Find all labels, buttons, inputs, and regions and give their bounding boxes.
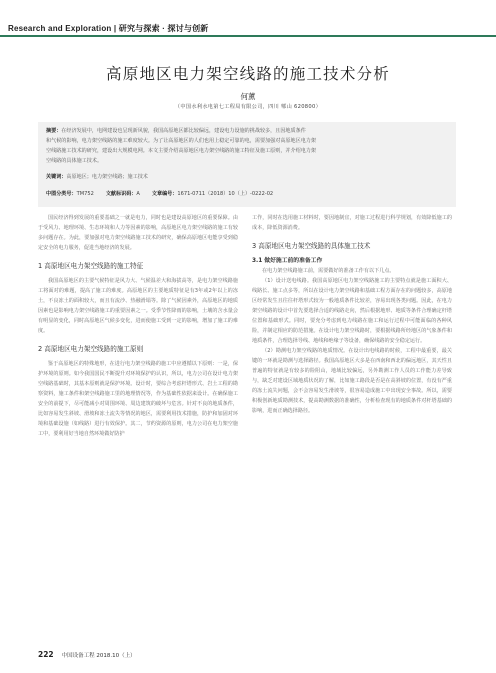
abstract-line: 和气候的影响，电力架空线路的施工难度较大。为了让高原地区的人们也用上稳定可靠的电，需要加强对高原地区电力架 bbox=[46, 138, 316, 144]
abstract-line: 摘要：在经济发展中，电网建设也呈现新风貌，我国高原地区都比较偏远，建设电力设施的挑战较多，且因地质条件 bbox=[46, 128, 306, 134]
section-3-heading: 3 高原地区电力架空线路的具体施工技术 bbox=[252, 242, 371, 250]
article-author: 何薰 bbox=[240, 92, 256, 101]
keywords: 高原地区；电力架空线路；施工技术 bbox=[66, 174, 148, 180]
doc-code-label: 文献标识码： bbox=[105, 191, 137, 197]
article-meta bbox=[46, 190, 273, 197]
clc-value: TM752 bbox=[76, 191, 94, 197]
journal-header bbox=[0, 0, 496, 38]
abstract-line: 空线路的具体施工技术。 bbox=[46, 158, 103, 164]
keywords-label: 关键词： bbox=[46, 174, 67, 180]
left-column bbox=[38, 213, 238, 439]
keywords-line bbox=[46, 174, 148, 180]
article-id-label: 文章编号： bbox=[151, 191, 178, 197]
journal-issue: 中国设备工程 2018.10（上） bbox=[61, 653, 136, 659]
clc-label: 中图分类号： bbox=[46, 191, 77, 197]
subsection-3-1-item-2: （2）勘测电力架空线路的地质情况。在设计出电线路的时候，工程中最重要，最关键的一环就是勘测与选择路径。我国高原地区大多是在西南和西北的偏远地区，其天性且普遍的特征就是有较多的险阻山，地域比较偏远，另外勘测工作人员的工作能力差导致与，缺乏对建设区域地质状况的了解，比如施工路段是否是在高斜坡的位置，有没有严重的冻土流失问题，会不会容易发生滑坡等，很容易造成施工中出现安全事故。所以，需要积极创新地质勘测技术，提高勘测数据的准确性，分析检查现有的地质条件对杆塔基础的影响，进而正确选择路径。 bbox=[252, 348, 452, 414]
subsection-3-1-heading: 3.1 做好施工前的准备工作 bbox=[252, 258, 323, 264]
header-divider bbox=[0, 35, 496, 37]
article-title: 高原地区电力架空线路的施工技术分析 bbox=[106, 65, 390, 83]
page-footer bbox=[38, 650, 136, 659]
intro-paragraph: 国民经济得到发展的重要基础之一就是电力，同时也是建设高原地区的重要保障。由于受风力、地理环境、生态环境和人力等因素的影响，高原地区电力架空线路的施工有较多问题存在。为此，要加强对电力架空线路施工技术的研究，确保高原地区电能享受到稳定安全的电力服务，促进当地经济的发展。 bbox=[38, 215, 238, 251]
abstract-box bbox=[38, 122, 456, 207]
subsection-3-1-item-1: （1）设计送电线路。我国高原地区电力架空线路施工的主要特点就是施工面积大、线路长、施工点多等，所以在设计电力架空线路和基础工程方面存在的问题较多，高原地区经常发生且往往杆塔形式较为一般地质条件比较差，容易出现各类问题。因此，在电力架空线路的设计中首先要选择合适的线路走向，然后根据地形、地质等条件合理确定杆塔位置和基础形式。同时，要充分考虑到电力线路在施工和运行过程中可能面临的各种风险，并制定相应的防范措施。在设计电力架空线路时，要根据线路所经地区的气象条件和地质条件，合理选择导线、地线和绝缘子等设备，确保线路的安全稳定运行。 bbox=[252, 278, 452, 344]
section-2-continuation: 工作，同时在选用施工材料时，要因地制宜，对施工过程进行科学规划，有效降低施工的成本，降低资源消费。 bbox=[252, 215, 452, 231]
section-2-paragraph: 鉴于高原地区的特殊地形，在进行电力架空线路的施工中应遵循以下原则：一是，保护环境的原则。如今我国国民不断提升对环境保护的认识，所以，电力公司在设计电力架空线路基础时，其基本原则就是保护环境。设计时，要综合考虑杆塔形式、岩土工程的勘察资料，施工条件和架空线路施工里的地理情况等，作为基础性依据来设计。在确保施工安全的前提下，尽可能减小对周围环境、周边建筑的破坏与危害。针对不良的地质条件，比如容易发生斜坡、滑坡和冻土流失等情况的地区，需要利用技术措施，防护和加固对环境和基础设施（如线路）进行有效保护。其二，节约资源的原则，电力公司在电力架空施工中，要利用好当地自然环境做好防护 bbox=[38, 361, 238, 437]
article-id-value: 1671-0711（2018）10（上）-0222-02 bbox=[177, 191, 274, 197]
journal-name: Research and Exploration | 研究与探索 · 探讨与创新 bbox=[8, 24, 209, 33]
section-2-heading: 2 高原地区电力架空线路的施工原则 bbox=[38, 345, 144, 353]
author-affiliation: （中国水利水电第七工程局有限公司，四川 郫山 620800） bbox=[174, 104, 322, 110]
abstract-line: 空线路施工技术的研究，建设出大规模电网。本文主要介绍高原地区电力架空线路的施工特征及施工原则，并介绍电力架 bbox=[46, 148, 316, 154]
subsection-3-1-intro: 在电力架空线路施工前，需要做好的准备工作有以下几点。 bbox=[262, 268, 395, 274]
section-1-paragraph: 我国高原地区的主要气候特征是风力大、气候温差大和海拔高等，是电力架空线路施工将面对的难题，提高了施工的难度。高原地区的主要地质特征是有3年或2年以上的冻土，不良冻土的面积较大，而且有流沙、热融滑塌等。除了气候因素外，高原地区的地质因素也是影响电力架空线路施工的重要因素之一。受季节性降雨的影响，土壤的含水量会有明显的变化，同时高原地区气候多变化，进而使施工受到一定的影响，增加了施工的难度。 bbox=[38, 278, 238, 334]
section-1-heading: 1 高原地区电力架空线路的施工特征 bbox=[38, 262, 144, 270]
right-column bbox=[252, 213, 452, 416]
abstract-label: 摘要： bbox=[46, 128, 62, 134]
page-number: 222 bbox=[38, 650, 54, 659]
doc-code-value: A bbox=[136, 191, 140, 197]
